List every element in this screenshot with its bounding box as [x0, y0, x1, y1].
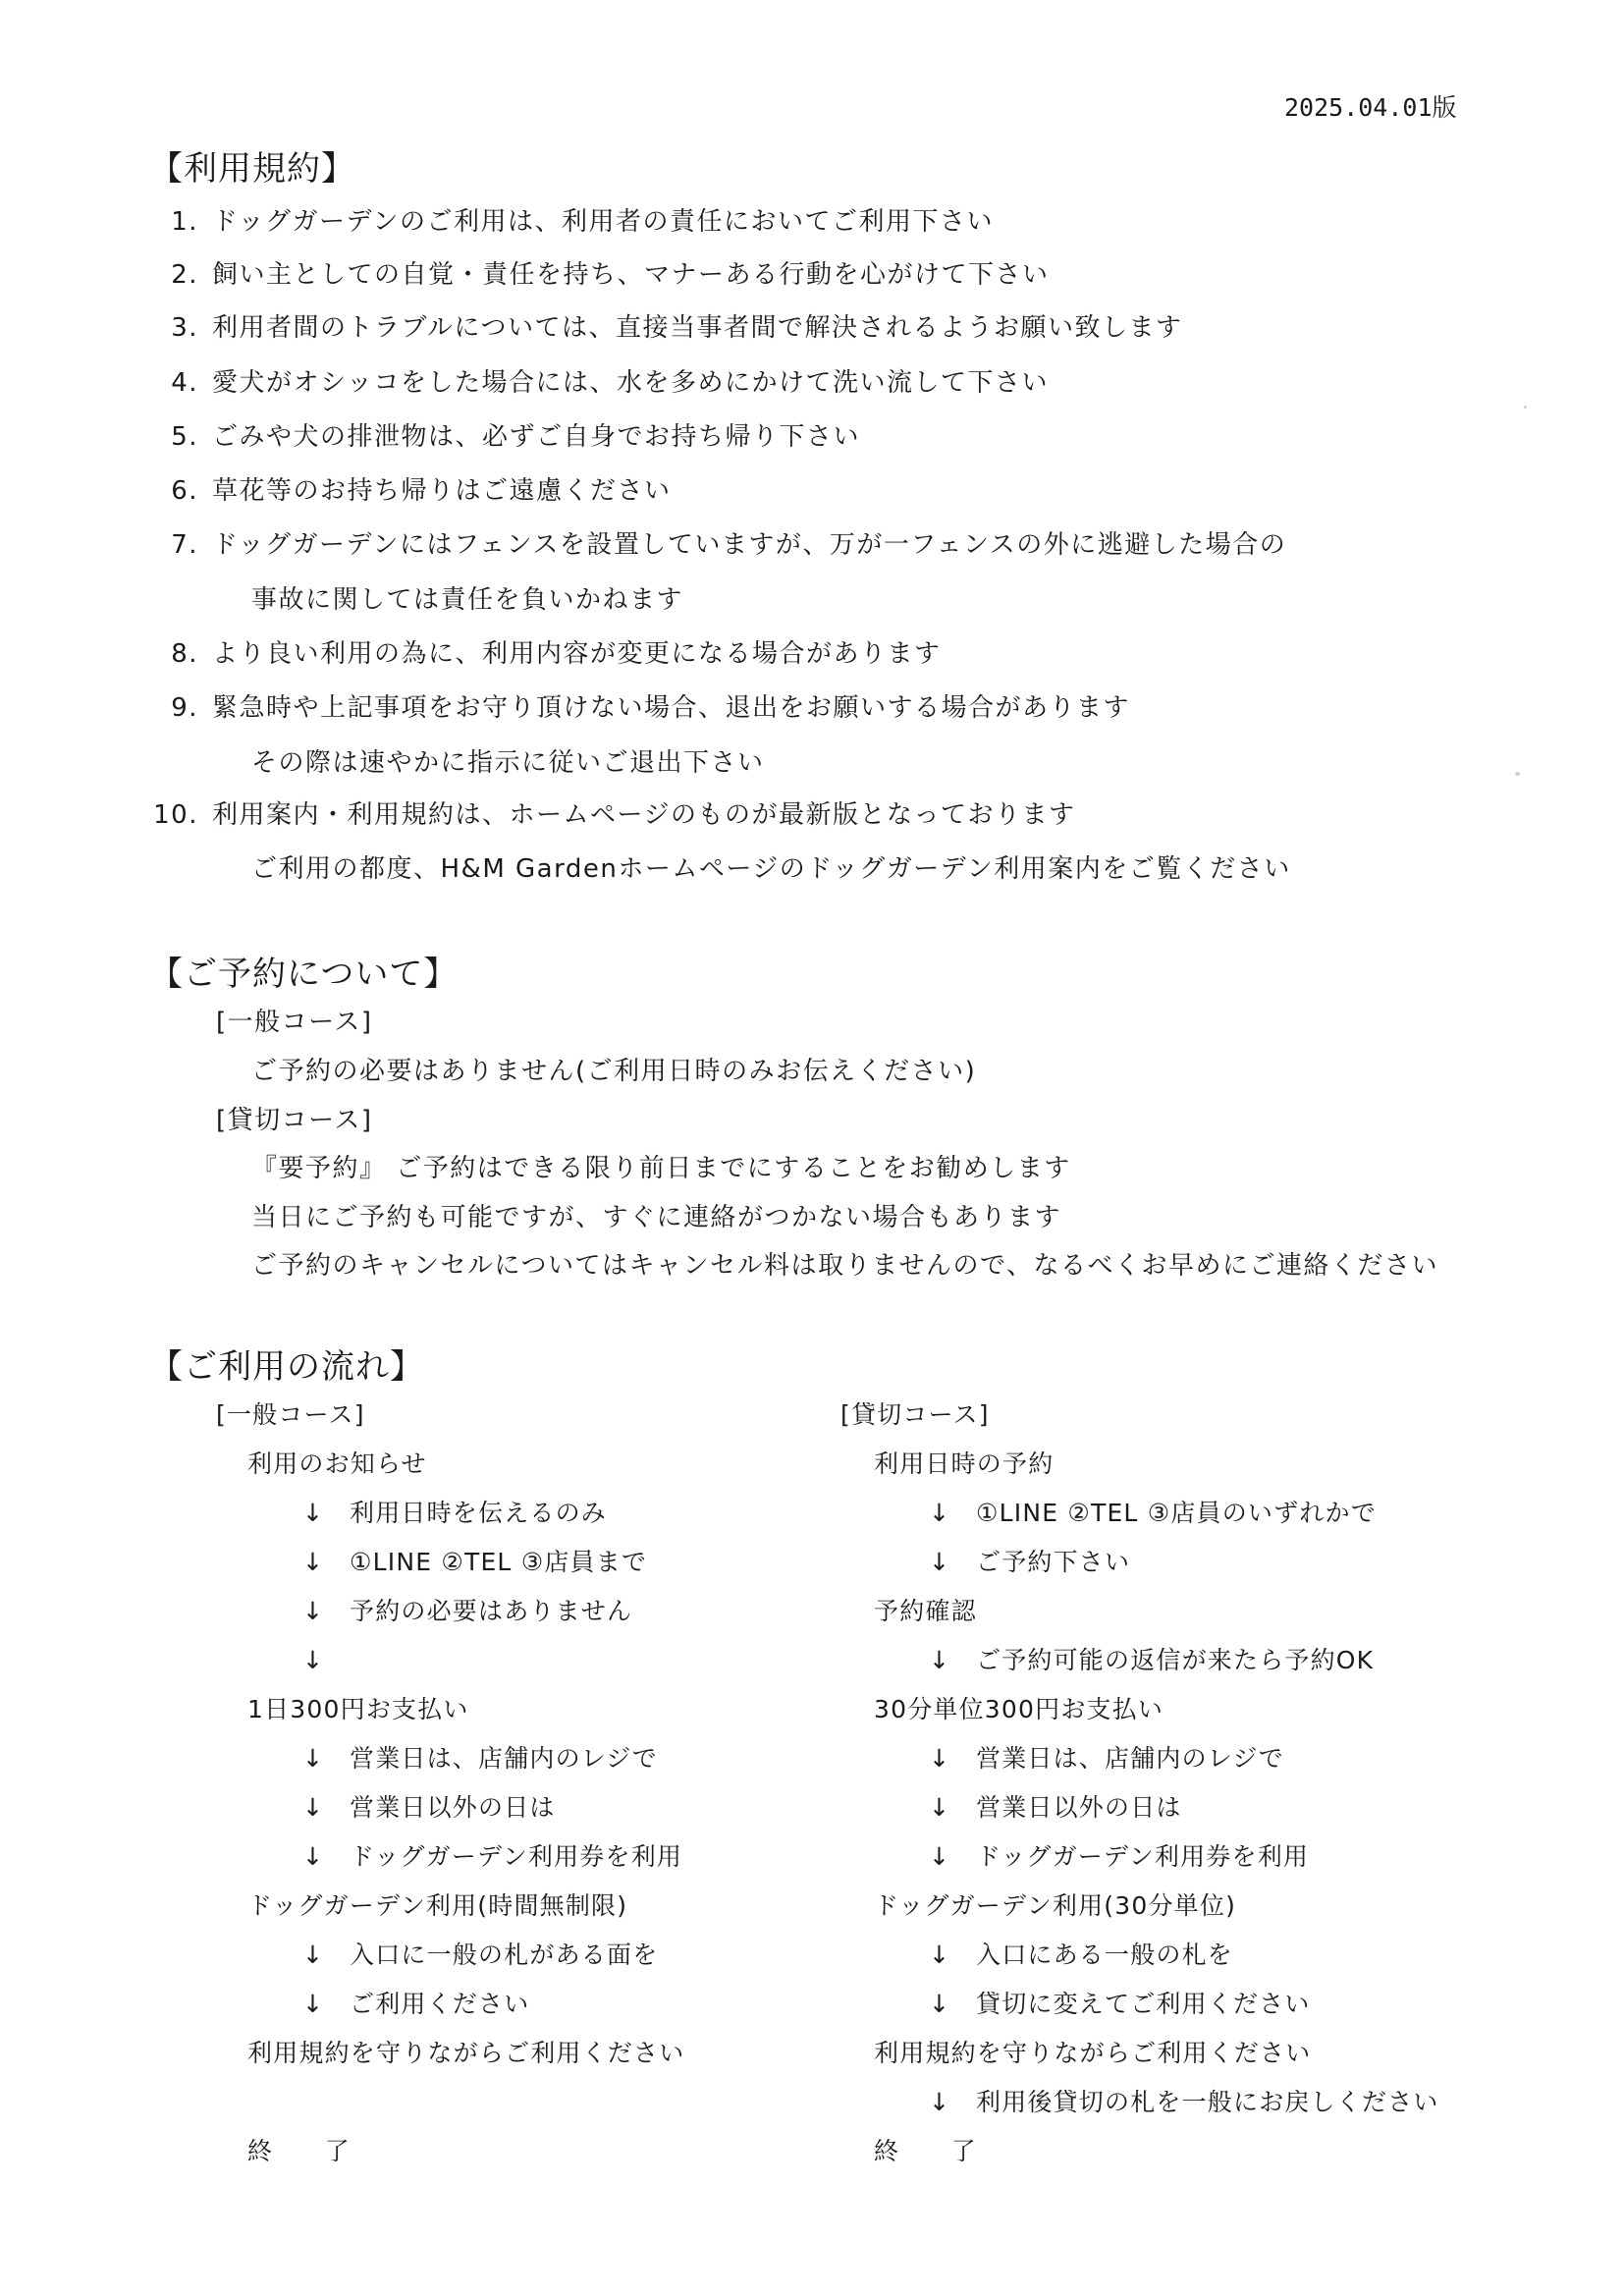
flow-charter-arrow-note-text: ①LINE ②TEL ③店員のいずれかで [976, 1499, 1377, 1527]
flow-general-step: 終 了 [247, 2137, 351, 2165]
terms-item-1: 1. ドッグガーデンのご利用は、利用者の責任においてご利用下さい [171, 207, 994, 237]
reservation-charter-line-3: ご予約のキャンセルについてはキャンセル料は取りませんので、なるべくお早めにご連絡ください [251, 1251, 1438, 1281]
down-arrow-icon: ↓ [302, 1744, 325, 1773]
terms-item-6: 6. 草花等のお持ち帰りはご遠慮ください [171, 476, 672, 506]
flow-charter-step: 終 了 [874, 2137, 977, 2165]
flow-charter-arrow-note-text: 貸切に変えてご利用ください [976, 1990, 1311, 2018]
flow-general-arrow-note [302, 1746, 658, 1771]
reservation-general-text: ご予約の必要はありません(ご利用日時のみお伝えください) [251, 1057, 977, 1086]
down-arrow-icon: ↓ [302, 1548, 325, 1576]
down-arrow-icon: ↓ [929, 1744, 951, 1773]
flow-general-arrow-note-text: ご利用ください [350, 1990, 530, 2018]
reservation-charter-line-1: 『要予約』 ご予約はできる限り前日までにすることをお勧めします [251, 1154, 1071, 1183]
flow-charter-arrow-note [929, 1844, 1309, 1869]
flow-charter-arrow-note [929, 1992, 1311, 2016]
down-arrow-icon: ↓ [302, 1499, 325, 1527]
down-arrow-icon: ↓ [302, 1597, 325, 1625]
flow-general-step: 利用のお知らせ [247, 1449, 427, 1478]
terms-item-10-continued: ご利用の都度、H&M Gardenホームページのドッグガーデン利用案内をご覧ください [251, 854, 1291, 884]
terms-item-8: 8. より良い利用の為に、利用内容が変更になる場合があります [171, 639, 942, 669]
flow-general-arrow-note-text: 入口に一般の札がある面を [350, 1941, 659, 1969]
flow-charter-arrow-note [929, 2090, 1439, 2114]
flow-charter-arrow-note [929, 1648, 1374, 1672]
down-arrow-icon: ↓ [929, 1990, 951, 2018]
terms-item-9: 9. 緊急時や上記事項をお守り頂けない場合、退出をお願いする場合があります [171, 693, 1131, 723]
flow-charter-arrow-note [929, 1795, 1182, 1820]
flow-charter-label: [貸切コース] [840, 1400, 990, 1429]
down-arrow-icon: ↓ [929, 2088, 951, 2116]
flow-general-arrow-note [302, 1942, 658, 1967]
terms-item-5: 5. ごみや犬の排泄物は、必ずご自身でお持ち帰り下さい [171, 422, 861, 452]
flow-charter-arrow-note-text: 営業日は、店舗内のレジで [976, 1744, 1284, 1773]
flow-general-arrow-note-text: 予約の必要はありません [350, 1597, 633, 1625]
flow-general-arrow-note-text: ①LINE ②TEL ③店員まで [350, 1548, 648, 1576]
flow-charter-arrow-note [929, 1942, 1233, 1967]
flow-general-arrow-note [302, 1795, 556, 1820]
down-arrow-icon: ↓ [929, 1842, 951, 1871]
reservation-section-title: 【ご予約について】 [149, 955, 459, 994]
down-arrow-icon: ↓ [302, 1990, 325, 2018]
down-arrow-icon: ↓ [929, 1499, 951, 1527]
down-arrow-icon: ↓ [929, 1941, 951, 1969]
flow-general-step: ドッグガーデン利用(時間無制限) [247, 1891, 628, 1920]
down-arrow-icon: ↓ [302, 1646, 325, 1674]
flow-general-arrow-note [302, 1599, 632, 1623]
terms-item-10: 10. 利用案内・利用規約は、ホームページのものが最新版となっております [153, 800, 1076, 830]
flow-general-arrow-note [302, 1648, 350, 1672]
flow-charter-step: 30分単位300円お支払い [874, 1695, 1164, 1723]
scan-speck [1515, 772, 1520, 776]
flow-charter-step: ドッグガーデン利用(30分単位) [874, 1891, 1237, 1920]
flow-charter-arrow-note [929, 1550, 1130, 1574]
document-version: 2025.04.01版 [1284, 93, 1457, 122]
flow-general-step: 1日300円お支払い [247, 1695, 469, 1723]
flow-general-arrow-note-text: 営業日以外の日は [350, 1793, 556, 1822]
flow-general-arrow-note [302, 1992, 529, 2016]
flow-charter-arrow-note-text: ご予約下さい [976, 1548, 1131, 1576]
terms-section-title: 【利用規約】 [149, 149, 355, 189]
flow-general-step: 利用規約を守りながらご利用ください [247, 2039, 685, 2067]
flow-general-arrow-note [302, 1550, 647, 1574]
down-arrow-icon: ↓ [929, 1793, 951, 1822]
reservation-charter-line-2: 当日にご予約も可能ですが、すぐに連絡がつかない場合もあります [251, 1203, 1062, 1232]
down-arrow-icon: ↓ [302, 1793, 325, 1822]
flow-charter-arrow-note [929, 1501, 1377, 1525]
flow-charter-arrow-note-text: ドッグガーデン利用券を利用 [976, 1842, 1310, 1871]
flow-charter-arrow-note [929, 1746, 1284, 1771]
flow-general-arrow-note-text: 利用日時を伝えるのみ [350, 1499, 608, 1527]
flow-charter-arrow-note-text: ご予約可能の返信が来たら予約OK [976, 1646, 1375, 1674]
flow-charter-step: 予約確認 [874, 1597, 977, 1625]
down-arrow-icon: ↓ [302, 1842, 325, 1871]
flow-general-label: [一般コース] [216, 1400, 365, 1429]
flow-charter-arrow-note-text: 利用後貸切の札を一般にお戻しください [976, 2088, 1439, 2116]
flow-general-arrow-note [302, 1844, 682, 1869]
terms-item-2: 2. 飼い主としての自覚・責任を持ち、マナーある行動を心がけて下さい [171, 260, 1050, 290]
flow-section-title: 【ご利用の流れ】 [149, 1347, 424, 1387]
flow-general-arrow-note [302, 1501, 607, 1525]
flow-charter-arrow-note-text: 入口にある一般の札を [976, 1941, 1234, 1969]
reservation-charter-label: [貸切コース] [216, 1106, 373, 1135]
terms-item-3: 3. 利用者間のトラブルについては、直接当事者間で解決されるようお願い致します [171, 313, 1183, 343]
terms-item-4: 4. 愛犬がオシッコをした場合には、水を多めにかけて洗い流して下さい [171, 368, 1049, 398]
terms-item-7-continued: 事故に関しては責任を負いかねます [251, 585, 684, 615]
terms-item-7: 7. ドッグガーデンにはフェンスを設置していますが、万が一フェンスの外に逃避した場合の [171, 530, 1287, 560]
down-arrow-icon: ↓ [929, 1646, 951, 1674]
flow-charter-step: 利用規約を守りながらご利用ください [874, 2039, 1312, 2067]
scan-speck [1524, 406, 1527, 409]
down-arrow-icon: ↓ [302, 1941, 325, 1969]
flow-general-arrow-note-text: ドッグガーデン利用券を利用 [350, 1842, 683, 1871]
flow-general-arrow-note-text: 営業日は、店舗内のレジで [350, 1744, 658, 1773]
reservation-general-label: [一般コース] [216, 1008, 373, 1037]
flow-charter-arrow-note-text: 営業日以外の日は [976, 1793, 1182, 1822]
flow-charter-step: 利用日時の予約 [874, 1449, 1055, 1478]
down-arrow-icon: ↓ [929, 1548, 951, 1576]
terms-item-9-continued: その際は速やかに指示に従いご退出下さい [251, 748, 765, 778]
